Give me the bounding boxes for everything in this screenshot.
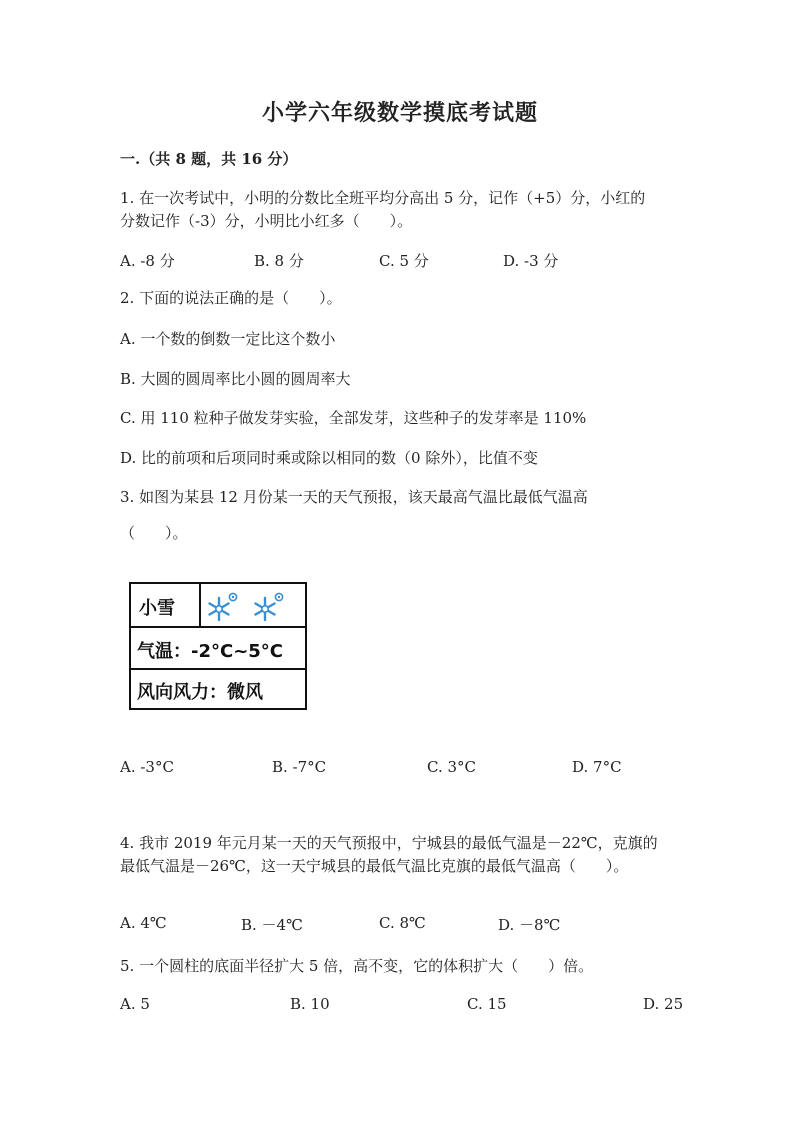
question-1-line-2: 分数记作（-3）分，小明比小红多（ ）。 [120,212,413,230]
question-4-option-b: B. －4℃ [241,916,303,934]
question-4-option-c: C. 8℃ [379,914,426,932]
question-3-line-2: （ ）。 [120,524,188,542]
question-4-line-1: 4. 我市 2019 年元月某一天的天气预报中，宁城县的最低气温是－22℃，克旗的 [120,834,658,852]
question-3-option-c: C. 3°C [427,758,476,776]
question-3-option-d: D. 7°C [572,758,622,776]
snow-icon [249,590,287,628]
question-5-option-d: D. 25 [643,995,684,1013]
forecast-temperature-row [131,626,305,668]
question-4-line-2: 最低气温是－26℃，这一天宁城县的最低气温比克旗的最低气温高（ ）。 [120,857,629,875]
question-2-option-d: D. 比的前项和后项同时乘或除以相同的数（0 除外），比值不变 [120,449,538,467]
question-3-option-b: B. -7°C [272,758,327,776]
snow-icon [203,590,241,628]
question-2-option-b: B. 大圆的圆周率比小圆的圆周率大 [120,370,351,388]
forecast-weather: 小雪 [139,598,175,619]
question-2-option-c: C. 用 110 粒种子做发芽实验，全部发芽，这些种子的发芽率是 110% [120,409,587,427]
question-5-option-b: B. 10 [290,995,330,1013]
question-1-option-b: B. 8 分 [254,252,304,270]
question-4-option-a: A. 4℃ [120,914,167,932]
question-4-option-d: D. －8℃ [498,916,561,934]
question-5-option-c: C. 15 [467,995,507,1013]
forecast-temperature: 气温：-2°C~5°C [137,641,284,662]
question-2-stem: 2. 下面的说法正确的是（ ）。 [120,289,342,307]
section-header: 一.（共 8 题，共 16 分） [120,150,298,168]
forecast-wind: 风向风力：微风 [137,682,263,703]
page-title: 小学六年级数学摸底考试题 [261,100,538,126]
question-2-option-a: A. 一个数的倒数一定比这个数小 [120,330,336,348]
forecast-divider [199,584,201,626]
question-5-option-a: A. 5 [120,995,150,1013]
question-1-option-d: D. -3 分 [503,252,559,270]
weather-forecast-box [129,582,307,710]
question-1-option-a: A. -8 分 [120,252,175,270]
question-3-option-a: A. -3°C [120,758,174,776]
forecast-wind-row [131,668,305,708]
question-3-line-1: 3. 如图为某县 12 月份某一天的天气预报，该天最高气温比最低气温高 [120,488,588,506]
question-5-stem: 5. 一个圆柱的底面半径扩大 5 倍，高不变，它的体积扩大（ ）倍。 [120,957,594,975]
question-1-line-1: 1. 在一次考试中，小明的分数比全班平均分高出 5 分，记作（+5）分，小红的 [120,189,646,207]
question-1-option-c: C. 5 分 [379,252,429,270]
